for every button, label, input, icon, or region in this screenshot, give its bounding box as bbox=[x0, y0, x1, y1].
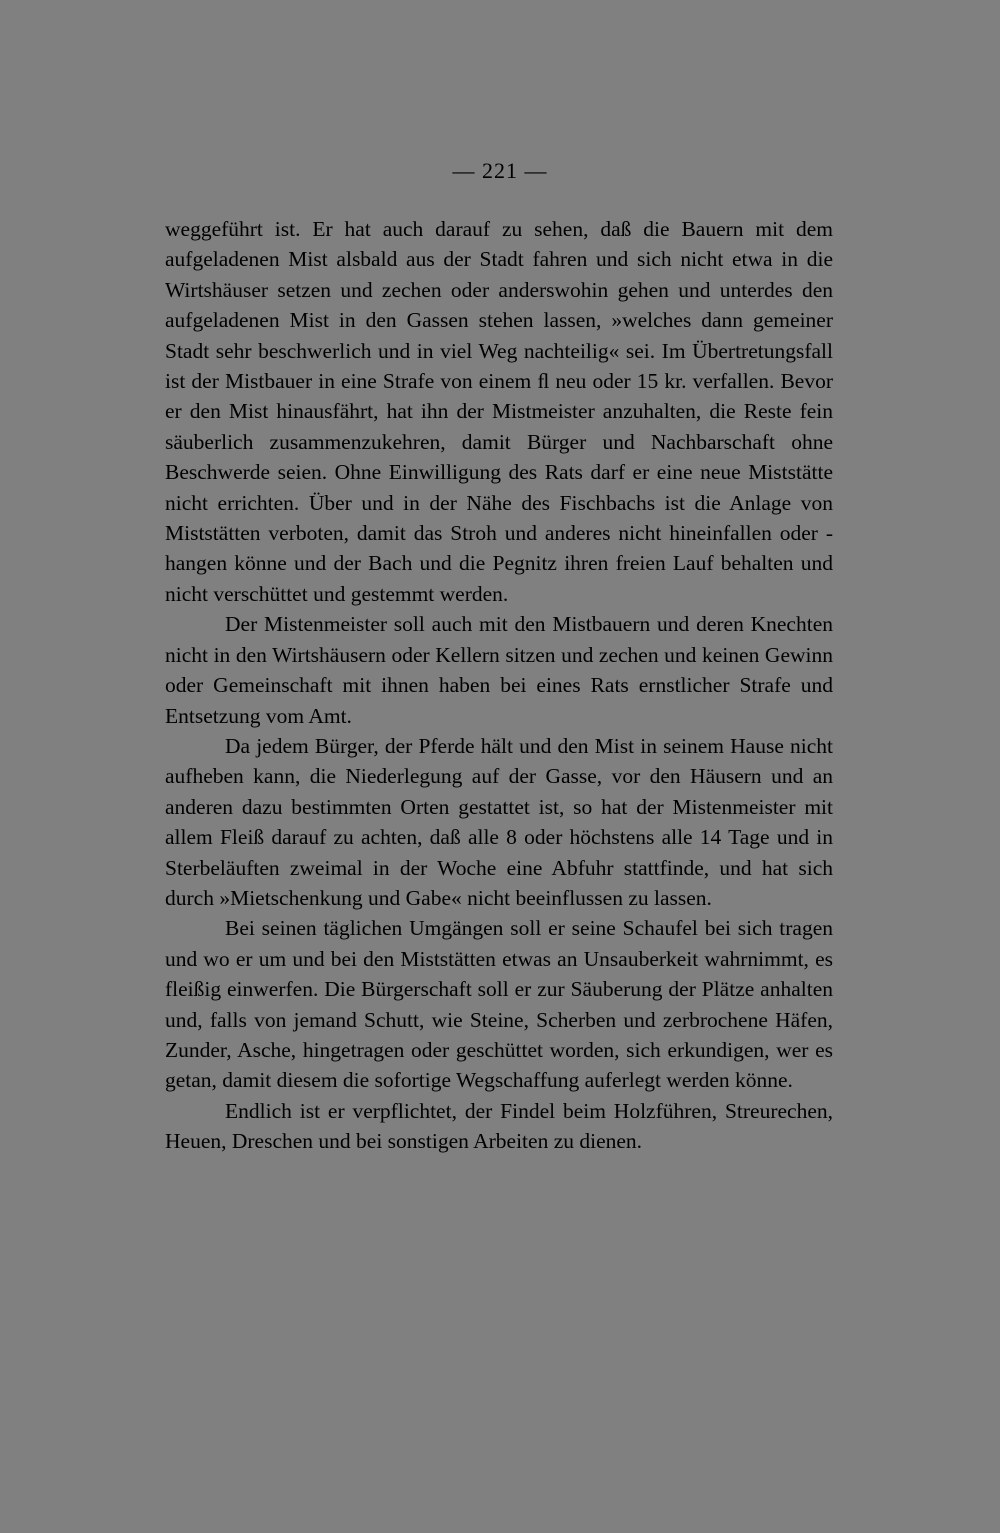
paragraph-3: Da jedem Bürger, der Pferde hält und den Mist in seinem Hause nicht aufheben kann, die Niederlegung auf der Gasse, vor den Häusern und an anderen dazu bestimmten Orten gestattet ist, so hat der Mistenmeister mit allem Fleiß darauf zu achten, daß alle 8 oder höchstens alle 14 Tage und in Sterbeläuften zweimal in der Woche eine Abfuhr stattfinde, und hat sich durch »Mietschenkung und Gabe« nicht beeinflussen zu lassen. bbox=[165, 733, 833, 910]
paragraph-2: Der Mistenmeister soll auch mit den Mistbauern und deren Knechten nicht in den Wirtshäusern oder Kellern sitzen und zechen und keinen Gewinn oder Gemeinschaft mit ihnen haben bei eines Rats ernstlicher Strafe und Entsetzung vom Amt. bbox=[165, 612, 833, 728]
body-text bbox=[165, 214, 833, 1157]
paragraph-1: weggeführt ist. Er hat auch darauf zu sehen, daß die Bauern mit dem aufgeladenen Mist alsbald aus der Stadt fahren und sich nicht etwa in die Wirtshäuser setzen und zechen oder anderswohin gehen und unterdes den aufgeladenen Mist in den Gassen stehen lassen, »welches dann gemeiner Stadt sehr beschwerlich und in viel Weg nachteilig« sei. Im Übertretungsfall ist der Mistbauer in eine Strafe von einem ﬂ neu oder 15 kr. verfallen. Bevor er den Mist hinausfährt, hat ihn der Mistmeister anzuhalten, die Reste fein säuberlich zusammenzukehren, damit Bürger und Nachbarschaft ohne Beschwerde seien. Ohne Einwilligung des Rats darf er eine neue Miststätte nicht errichten. Über und in der Nähe des Fischbachs ist die Anlage von Miststätten verboten, damit das Stroh und anderes nicht hineinfallen oder -hangen könne und der Bach und die Pegnitz ihren freien Lauf behalten und nicht verschüttet und gestemmt werden. bbox=[165, 217, 833, 606]
paragraph-5: Endlich ist er verpflichtet, der Findel beim Holzführen, Streurechen, Heuen, Dreschen und bei sonstigen Arbeiten zu dienen. bbox=[165, 1098, 833, 1154]
page-number: — 221 — bbox=[452, 158, 548, 183]
paragraph-4: Bei seinen täglichen Umgängen soll er seine Schaufel bei sich tragen und wo er um und bei den Miststätten etwas an Unsauberkeit wahrnimmt, es fleißig einwerfen. Die Bürgerschaft soll er zur Säuberung der Plätze anhalten und, falls von jemand Schutt, wie Steine, Scherben und zerbrochene Häfen, Zunder, Asche, hingetragen oder geschüttet worden, sich erkundigen, wer es getan, damit diesem die sofortige Wegschaffung auferlegt werden könne. bbox=[165, 916, 833, 1093]
